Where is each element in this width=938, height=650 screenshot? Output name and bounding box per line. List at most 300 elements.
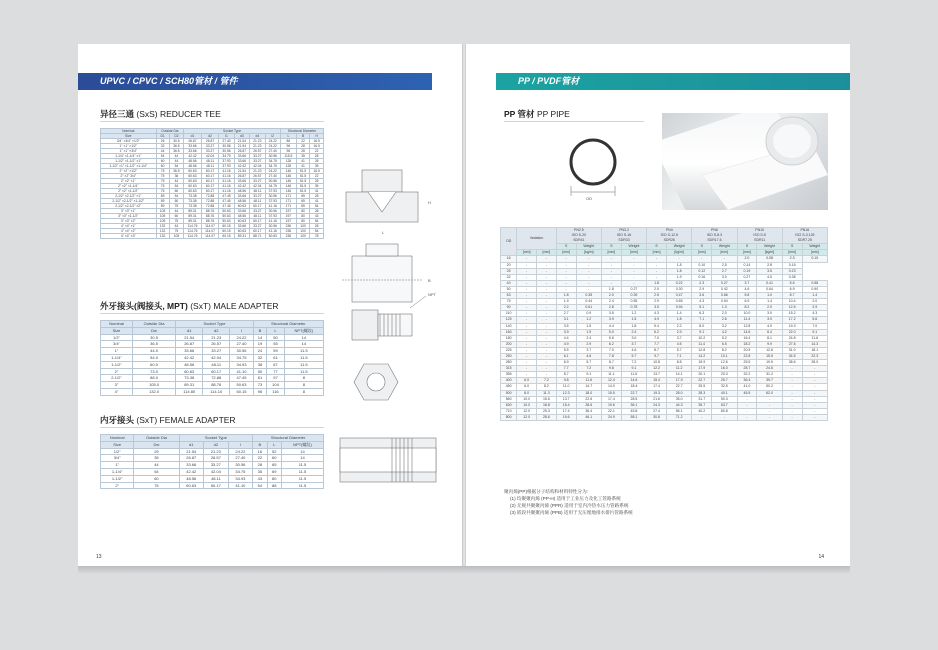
- table-cell: 22.8: [737, 353, 757, 359]
- pressure-class-line: PN2.5: [574, 228, 584, 232]
- table-cell: -: [782, 402, 802, 408]
- table-cell: 14.0: [601, 384, 621, 390]
- table-cell: 19.6: [556, 414, 576, 420]
- table-cell: 20.1: [692, 372, 712, 378]
- table-cell: -: [576, 256, 601, 262]
- table-cell: 3.7: [666, 335, 691, 341]
- table-cell: 41.16: [265, 219, 280, 224]
- table-cell: -: [537, 353, 557, 359]
- table-cell: 15.6: [537, 396, 557, 402]
- table-cell: -: [647, 262, 667, 268]
- table-cell: 80.8: [712, 408, 737, 414]
- table-cell: 2.3: [692, 280, 712, 286]
- table-row: [101, 164, 324, 169]
- table-cell: 0.78: [621, 305, 646, 311]
- male-thread: [378, 314, 412, 336]
- table-cell: 146: [280, 179, 296, 184]
- table-cell: 3.5: [601, 311, 621, 317]
- table-cell: 0.35: [576, 293, 601, 299]
- table-cell: 15.5: [757, 353, 782, 359]
- table-cell: 21.54: [179, 448, 204, 455]
- table-cell: 3.5: [757, 268, 782, 274]
- pp-pipe-photo: [662, 113, 828, 210]
- table-cell: 4.3: [802, 311, 828, 317]
- table-cell: 90: [501, 305, 517, 311]
- table-cell: 2.3: [782, 256, 802, 262]
- table-cell: 50.63: [230, 382, 254, 389]
- table-cell: -: [537, 311, 557, 317]
- table-cell: 3/4": [101, 341, 133, 348]
- unit-header: [mm]: [601, 250, 621, 256]
- table-cell: 16.5: [310, 169, 324, 174]
- pressure-class-header: [782, 228, 827, 244]
- table-cell: 6.5: [712, 341, 737, 347]
- table-cell: 9.8: [556, 378, 576, 384]
- table-cell: 89: [156, 204, 169, 209]
- column-header: d1: [179, 441, 204, 448]
- table-cell: 65: [296, 194, 310, 199]
- table-cell: 34.75: [265, 164, 280, 169]
- table-cell: 6.2: [647, 329, 667, 335]
- table-cell: 67: [267, 361, 285, 368]
- table-cell: 4.6: [576, 353, 601, 359]
- table-cell: 27.40: [228, 455, 253, 462]
- table-cell: 35: [310, 184, 324, 189]
- table-cell: 114.10: [203, 388, 230, 395]
- table-cell: -: [517, 305, 537, 311]
- table-cell: 171: [280, 194, 296, 199]
- table-cell: 36.5: [132, 341, 175, 348]
- table-cell: 30.56: [265, 209, 280, 214]
- table-cell: 11.3: [537, 390, 557, 396]
- table-row: [101, 348, 324, 355]
- table-cell: 30.56: [265, 224, 280, 229]
- table-cell: 37.93: [265, 199, 280, 204]
- table-cell: 31.0: [782, 347, 802, 353]
- table-cell: 1.2: [576, 317, 601, 323]
- tee-branch-top: [362, 170, 402, 192]
- table-cell: 60.17: [201, 189, 219, 194]
- table-cell: 5.7: [576, 360, 601, 366]
- left-banner: UPVC / CPVC / SCH80管材 / 管件: [78, 73, 432, 90]
- table-cell: -: [757, 414, 782, 420]
- table-cell: 47.45: [219, 204, 234, 209]
- column-header: l: [230, 327, 254, 334]
- table-cell: 236: [280, 229, 296, 234]
- table-cell: 28: [310, 194, 324, 199]
- column-header: Size: [101, 441, 134, 448]
- table-cell: 35: [253, 468, 267, 475]
- table-cell: 7.1: [692, 317, 712, 323]
- table-cell: 32: [253, 354, 266, 361]
- table-cell: 8.7: [601, 360, 621, 366]
- table-cell: 12.2: [647, 366, 667, 372]
- table-cell: -: [517, 347, 537, 353]
- table-cell: 14: [284, 334, 323, 341]
- table-cell: -: [517, 311, 537, 317]
- table-cell: 10.0: [517, 396, 537, 402]
- table-cell: 146: [280, 184, 296, 189]
- table-cell: 1.8: [556, 293, 576, 299]
- table-cell: 4" ×4" ×2": [101, 229, 157, 234]
- table-cell: 26.87: [234, 174, 249, 179]
- table-cell: -: [621, 262, 646, 268]
- table-cell: 75: [156, 189, 169, 194]
- table-cell: 0.14: [737, 262, 757, 268]
- table-cell: 25: [501, 268, 517, 274]
- table-cell: 80: [267, 475, 281, 482]
- table-cell: 12.6: [757, 347, 782, 353]
- pp-pipe-title-en: PP PIPE: [536, 109, 570, 119]
- table-cell: -: [621, 268, 646, 274]
- table-cell: -: [692, 414, 712, 420]
- table-cell: 30.56: [219, 144, 234, 149]
- table-cell: 54: [134, 468, 179, 475]
- table-cell: -: [576, 274, 601, 280]
- table-cell: 11.6: [621, 372, 646, 378]
- table-cell: 6.2: [601, 341, 621, 347]
- table-cell: 3" ×3" ×2": [101, 219, 157, 224]
- reducer-tee-title-cn: 异径三通: [100, 109, 135, 119]
- table-cell: 3.0: [712, 274, 737, 280]
- pipe-cross-section: [552, 132, 642, 204]
- table-cell: 4.3: [647, 311, 667, 317]
- table-cell: 2.6: [712, 317, 737, 323]
- table-cell: 60.63: [184, 179, 202, 184]
- table-cell: 3.9: [757, 317, 782, 323]
- table-cell: 54: [253, 482, 267, 489]
- table-cell: 0.27: [621, 286, 646, 292]
- table-cell: 40.2: [692, 408, 712, 414]
- table-cell: -: [517, 353, 537, 359]
- table-cell: -: [537, 299, 557, 305]
- table-cell: 9.8: [601, 366, 621, 372]
- table-cell: 60.17: [250, 229, 265, 234]
- column-header: B: [253, 327, 266, 334]
- table-cell: 54: [156, 154, 169, 159]
- table-cell: 48.11: [204, 475, 229, 482]
- table-row: [101, 482, 324, 489]
- table-cell: 9.9: [757, 341, 782, 347]
- table-cell: 4": [101, 388, 133, 395]
- column-group-header: Nominal: [101, 129, 157, 134]
- table-cell: 2" ×2" ×1/2": [101, 169, 157, 174]
- table-cell: 19.5: [757, 360, 782, 366]
- table-cell: -: [782, 384, 802, 390]
- table-cell: 37.93: [219, 159, 234, 164]
- table-cell: 44: [169, 224, 184, 229]
- divider: [100, 427, 324, 428]
- column-header: B: [253, 441, 267, 448]
- table-row: [101, 219, 324, 224]
- table-row: [101, 229, 324, 234]
- table-cell: 105: [156, 219, 169, 224]
- male-adapter-title-cn: 外牙接头(阀接头, MPT): [100, 301, 188, 311]
- table-cell: -: [537, 347, 557, 353]
- table-cell: 1.4: [802, 293, 828, 299]
- od-dimension-label: OD: [586, 196, 592, 201]
- table-cell: 31.7: [692, 396, 712, 402]
- female-bore: [340, 448, 436, 472]
- table-cell: 5.8: [737, 293, 757, 299]
- table-cell: 48.56: [179, 475, 204, 482]
- table-cell: 72.88: [201, 199, 219, 204]
- table-cell: 30.5: [169, 139, 184, 144]
- table-cell: 105.0: [132, 382, 175, 389]
- column-header: D1: [156, 134, 169, 139]
- unit-header: [mm]: [537, 250, 557, 256]
- table-cell: 48.56: [184, 159, 202, 164]
- table-row: [101, 361, 324, 368]
- table-cell: 6.0: [517, 378, 537, 384]
- table-cell: 43: [253, 475, 267, 482]
- table-cell: 1-1/2": [101, 361, 133, 368]
- table-cell: 180: [501, 335, 517, 341]
- table-cell: 34.75: [228, 468, 253, 475]
- table-cell: 146: [280, 189, 296, 194]
- table-cell: 800: [501, 414, 517, 420]
- table-cell: 105: [156, 214, 169, 219]
- table-cell: 12.0: [517, 408, 537, 414]
- table-cell: 125: [501, 317, 517, 323]
- tee-side-stub: [366, 244, 398, 256]
- table-cell: 11.5: [281, 462, 323, 469]
- table-cell: 7.7: [556, 366, 576, 372]
- table-cell: 14: [284, 341, 323, 348]
- table-cell: 33.27: [250, 154, 265, 159]
- table-cell: -: [782, 408, 802, 414]
- table-cell: 128: [280, 164, 296, 169]
- column-group-header: Structural Diameter: [280, 129, 323, 134]
- table-cell: 27.40: [265, 174, 280, 179]
- table-cell: -: [537, 305, 557, 311]
- table-cell: 21.23: [203, 334, 230, 341]
- table-cell: 7.0: [601, 347, 621, 353]
- table-cell: 28.6: [537, 414, 557, 420]
- table-cell: 1.4: [666, 311, 691, 317]
- table-cell: 16.4: [737, 335, 757, 341]
- table-cell: -: [802, 366, 828, 372]
- table-row: [101, 169, 324, 174]
- table-cell: -: [782, 414, 802, 420]
- table-cell: 132.0: [132, 388, 175, 395]
- divider: [504, 121, 644, 122]
- column-group-header: Socket Type: [179, 435, 253, 442]
- table-cell: 28: [310, 159, 324, 164]
- table-cell: 11.4: [737, 317, 757, 323]
- table-cell: 33.66: [179, 462, 204, 469]
- table-cell: -: [517, 372, 537, 378]
- table-cell: 0.61: [576, 305, 601, 311]
- table-cell: -: [601, 256, 621, 262]
- table-cell: 225: [501, 347, 517, 353]
- table-cell: 33.66: [234, 194, 249, 199]
- table-cell: 1-1/4": [101, 354, 133, 361]
- table-cell: 14.6: [737, 329, 757, 335]
- table-cell: -: [537, 293, 557, 299]
- table-cell: 1.8: [666, 317, 691, 323]
- table-cell: 2.2: [666, 323, 691, 329]
- table-cell: 36.4: [737, 378, 757, 384]
- table-cell: 1" ×1" ×1/2": [101, 144, 157, 149]
- table-cell: -: [537, 366, 557, 372]
- table-cell: 10.4: [782, 299, 802, 305]
- table-cell: 73.38: [184, 194, 202, 199]
- table-cell: 32.2: [737, 372, 757, 378]
- table-cell: 0.08: [757, 256, 782, 262]
- table-cell: 27.40: [219, 139, 234, 144]
- table-cell: 15.2: [782, 311, 802, 317]
- table-cell: 1": [101, 462, 134, 469]
- table-row: [101, 388, 324, 395]
- table-cell: 54: [169, 184, 184, 189]
- divider: [100, 121, 324, 122]
- table-cell: 72.88: [203, 375, 230, 382]
- table-cell: 9.1: [692, 329, 712, 335]
- female-adapter-drawing: [332, 430, 456, 506]
- column-group-header: Socket Type: [176, 321, 254, 328]
- table-row: [101, 139, 324, 144]
- pp-pipe-title: [504, 108, 570, 120]
- table-cell: 14.1: [666, 372, 691, 378]
- table-cell: 44: [169, 154, 184, 159]
- table-cell: 197: [280, 209, 296, 214]
- table-cell: 30.56: [265, 194, 280, 199]
- table-cell: 18.2: [737, 341, 757, 347]
- table-cell: 15.5: [601, 390, 621, 396]
- table-row: [101, 224, 324, 229]
- table-cell: 41.16: [219, 174, 234, 179]
- table-cell: 2.7: [556, 311, 576, 317]
- pressure-class-line: PN3.2: [619, 228, 629, 232]
- table-cell: -: [802, 372, 828, 378]
- table-cell: 8.7: [647, 347, 667, 353]
- table-cell: 14.7: [576, 384, 601, 390]
- table-row: [101, 455, 324, 462]
- right-banner: PP / PVDF管材: [496, 73, 850, 90]
- table-cell: 46.1: [576, 414, 601, 420]
- table-cell: 60.15: [219, 234, 234, 239]
- table-cell: 21.54: [234, 169, 249, 174]
- table-cell: 32: [501, 274, 517, 280]
- tee-b-label: B: [428, 278, 431, 283]
- table-cell: 36.4: [576, 408, 601, 414]
- table-row: [101, 468, 324, 475]
- table-cell: 4" ×4" ×3": [101, 234, 157, 239]
- table-cell: 2-1/2" ×2-1/2" ×1": [101, 194, 157, 199]
- table-cell: 630: [501, 402, 517, 408]
- table-cell: 13.7: [647, 372, 667, 378]
- table-cell: 8: [284, 388, 323, 395]
- table-cell: -: [782, 396, 802, 402]
- table-cell: 60.17: [201, 169, 219, 174]
- table-cell: 11.5: [281, 482, 323, 489]
- table-cell: 2.9: [576, 341, 601, 347]
- table-cell: 22.1: [601, 408, 621, 414]
- table-cell: 0.64: [757, 286, 782, 292]
- table-cell: 3.0: [621, 335, 646, 341]
- column-header: l: [228, 441, 253, 448]
- column-header: Weight: [576, 244, 601, 250]
- note-line: (1) 均聚聚丙烯 (PP-H) 适用于工业压力及化工管路系统: [510, 496, 621, 501]
- table-cell: 60.63: [234, 204, 249, 209]
- table-cell: 11.0: [556, 384, 576, 390]
- male-adapter-title-en: (SxT) MALE ADAPTER: [190, 301, 279, 311]
- table-cell: 28.7: [737, 366, 757, 372]
- table-cell: -: [517, 366, 537, 372]
- table-cell: 4" ×4" ×1": [101, 224, 157, 229]
- unit-header: [mm]: [621, 250, 646, 256]
- table-cell: -: [537, 360, 557, 366]
- table-cell: 16.5: [310, 144, 324, 149]
- table-cell: 33.27: [201, 149, 219, 154]
- table-cell: 73.38: [176, 375, 203, 382]
- table-cell: 48.11: [250, 214, 265, 219]
- table-cell: 33.27: [250, 224, 265, 229]
- table-cell: 0.16: [692, 274, 712, 280]
- table-cell: 10.8: [647, 360, 667, 366]
- table-row: [101, 179, 324, 184]
- table-cell: 36.5: [169, 149, 184, 154]
- table-cell: 5.0: [601, 329, 621, 335]
- table-cell: 4.9: [757, 323, 782, 329]
- table-cell: 146: [280, 169, 296, 174]
- table-cell: -: [556, 256, 576, 262]
- table-cell: 4.9: [556, 341, 576, 347]
- table-cell: 26.57: [250, 174, 265, 179]
- table-cell: -: [621, 274, 646, 280]
- table-cell: 2-1/2" ×2-1/2" ×2": [101, 204, 157, 209]
- column-group-header: Outside Dia: [134, 435, 179, 442]
- column-header: l2: [265, 134, 280, 139]
- pressure-class-line: SDR11: [754, 238, 766, 243]
- table-cell: -: [712, 256, 737, 262]
- table-cell: 41: [296, 159, 310, 164]
- table-cell: 2.4: [601, 299, 621, 305]
- table-cell: 12.3: [556, 390, 576, 396]
- table-cell: 0.42: [712, 286, 737, 292]
- table-cell: 32: [156, 144, 169, 149]
- table-cell: 0.65: [666, 299, 691, 305]
- table-cell: 51.5: [296, 189, 310, 194]
- table-cell: 34.75: [265, 159, 280, 164]
- table-cell: -: [537, 262, 557, 268]
- table-cell: 42.42: [184, 154, 202, 159]
- table-cell: 75: [156, 179, 169, 184]
- table-cell: 27.6: [782, 341, 802, 347]
- table-cell: 3.0: [757, 311, 782, 317]
- table-cell: 4.4: [601, 323, 621, 329]
- column-header: NPT(螺纹): [281, 441, 323, 448]
- pp-notes: [504, 488, 633, 516]
- table-cell: 75: [156, 169, 169, 174]
- table-cell: 73.38: [184, 204, 202, 209]
- table-cell: 11.1: [601, 372, 621, 378]
- table-cell: 41: [310, 189, 324, 194]
- table-cell: 24.8: [782, 335, 802, 341]
- table-cell: 43: [310, 214, 324, 219]
- pressure-class-line: ISO S-3.125: [795, 233, 815, 238]
- table-cell: 60.63: [184, 174, 202, 179]
- table-cell: 100: [296, 224, 310, 229]
- table-cell: 54: [169, 164, 184, 169]
- table-cell: 280: [501, 360, 517, 366]
- table-cell: 78: [310, 234, 324, 239]
- table-cell: 0.27: [712, 280, 737, 286]
- female-adapter-title: [100, 414, 236, 426]
- table-cell: 29: [134, 448, 179, 455]
- table-cell: 40: [501, 280, 517, 286]
